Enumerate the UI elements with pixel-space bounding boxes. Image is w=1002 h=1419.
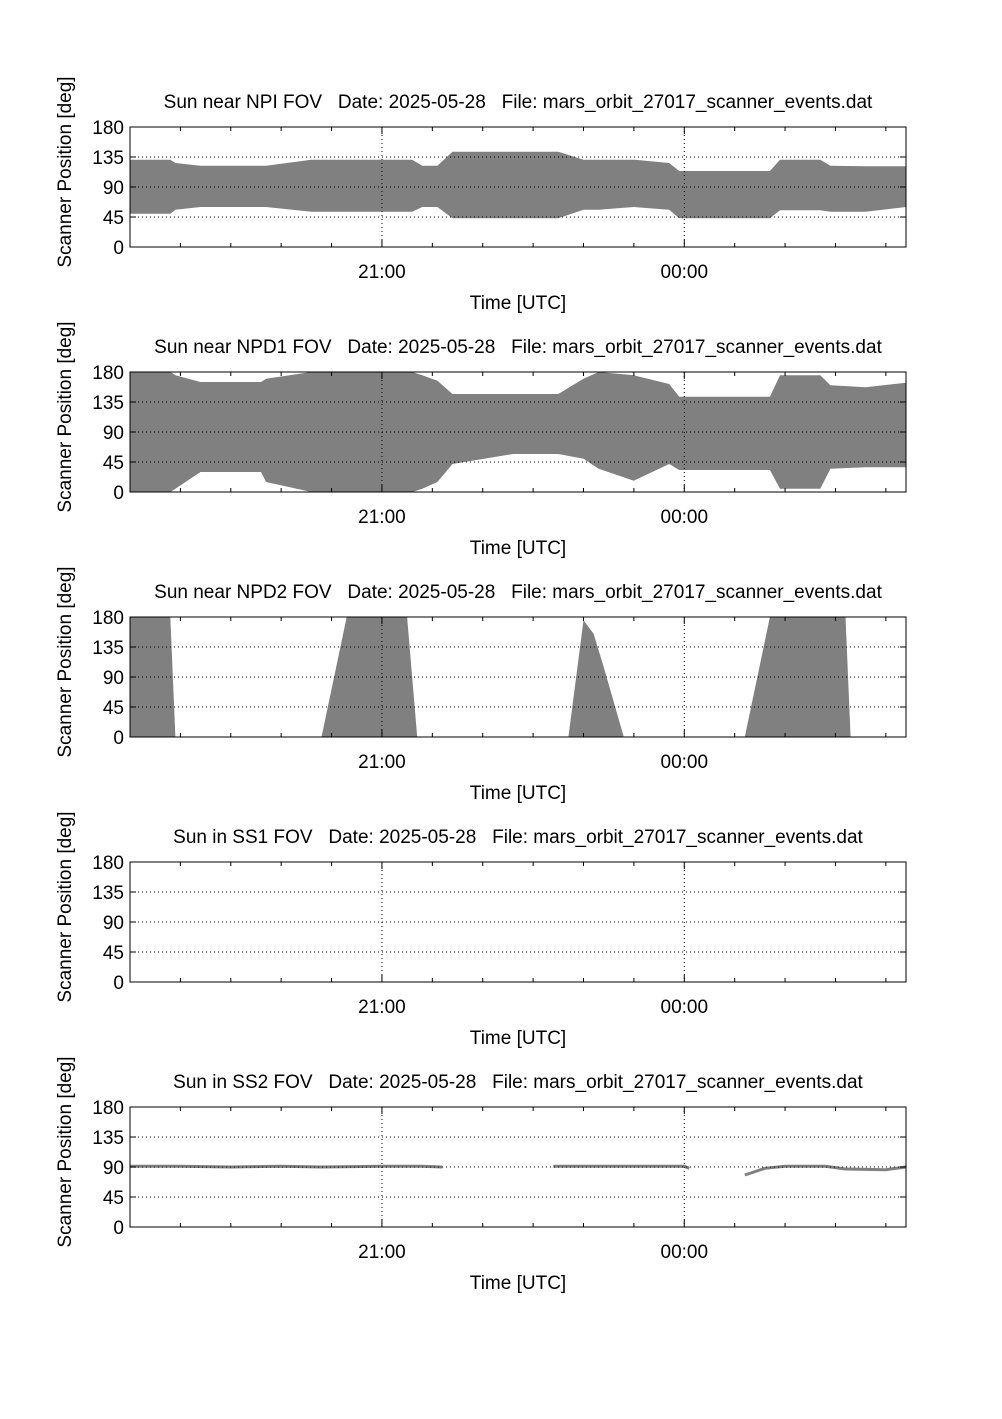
x-tick-label: 21:00 <box>358 997 406 1018</box>
y-tick-label: 135 <box>92 393 124 414</box>
x-axis-label: Time [UTC] <box>469 293 567 314</box>
chart-panel-5 <box>55 1056 906 1294</box>
x-tick-label: 21:00 <box>358 507 406 528</box>
chart-panel-4 <box>55 811 906 1049</box>
x-tick-label: 21:00 <box>358 752 406 773</box>
x-tick-label: 00:00 <box>660 997 709 1018</box>
chart-panel-2 <box>55 321 906 559</box>
y-axis-label: Scanner Position [deg] <box>55 566 76 758</box>
x-tick-label: 00:00 <box>660 752 709 773</box>
chart-title: Sun near NPD2 FOV Date: 2025-05-28 File: mars_orbit_27017_scanner_events.dat <box>154 582 882 603</box>
y-tick-label: 45 <box>102 943 124 964</box>
y-tick-label: 180 <box>92 118 124 139</box>
chart-title: Sun in SS1 FOV Date: 2025-05-28 File: mars_orbit_27017_scanner_events.dat <box>173 827 863 848</box>
chart-title: Sun near NPI FOV Date: 2025-05-28 File: mars_orbit_27017_scanner_events.dat <box>163 92 873 113</box>
y-tick-label: 90 <box>102 668 124 689</box>
x-axis-label: Time [UTC] <box>469 783 567 804</box>
y-tick-label: 180 <box>92 1098 124 1119</box>
y-tick-label: 90 <box>102 178 124 199</box>
chart-panel-3 <box>55 566 906 804</box>
y-tick-label: 90 <box>102 1158 124 1179</box>
y-axis-label: Scanner Position [deg] <box>55 1056 76 1248</box>
y-tick-label: 0 <box>113 1218 124 1239</box>
y-axis-label: Scanner Position [deg] <box>55 76 76 268</box>
y-tick-label: 45 <box>102 1188 124 1209</box>
y-tick-label: 0 <box>113 728 124 749</box>
x-axis-label: Time [UTC] <box>469 1273 567 1294</box>
y-tick-label: 0 <box>113 238 124 259</box>
x-tick-label: 21:00 <box>358 1242 406 1263</box>
x-axis-label: Time [UTC] <box>469 1028 567 1049</box>
x-tick-label: 00:00 <box>660 1242 709 1263</box>
y-tick-label: 0 <box>113 483 124 504</box>
y-tick-label: 135 <box>92 883 124 904</box>
y-tick-label: 180 <box>92 363 124 384</box>
x-tick-label: 00:00 <box>660 507 709 528</box>
y-tick-label: 135 <box>92 1128 124 1149</box>
y-tick-label: 135 <box>92 638 124 659</box>
x-axis-label: Time [UTC] <box>469 538 567 559</box>
y-tick-label: 90 <box>102 913 124 934</box>
y-axis-label: Scanner Position [deg] <box>55 321 76 513</box>
y-tick-label: 0 <box>113 973 124 994</box>
y-tick-label: 90 <box>102 423 124 444</box>
y-tick-label: 45 <box>102 453 124 474</box>
x-tick-label: 21:00 <box>358 262 406 283</box>
x-tick-label: 00:00 <box>660 262 709 283</box>
y-tick-label: 180 <box>92 853 124 874</box>
y-tick-label: 45 <box>102 698 124 719</box>
chart-title: Sun near NPD1 FOV Date: 2025-05-28 File: mars_orbit_27017_scanner_events.dat <box>154 337 882 358</box>
y-tick-label: 135 <box>92 148 124 169</box>
y-axis-label: Scanner Position [deg] <box>55 811 76 1003</box>
series-band-1 <box>130 617 175 737</box>
chart-panel-1 <box>55 76 906 314</box>
chart-title: Sun in SS2 FOV Date: 2025-05-28 File: mars_orbit_27017_scanner_events.dat <box>173 1072 863 1093</box>
y-tick-label: 45 <box>102 208 124 229</box>
y-tick-label: 180 <box>92 608 124 629</box>
